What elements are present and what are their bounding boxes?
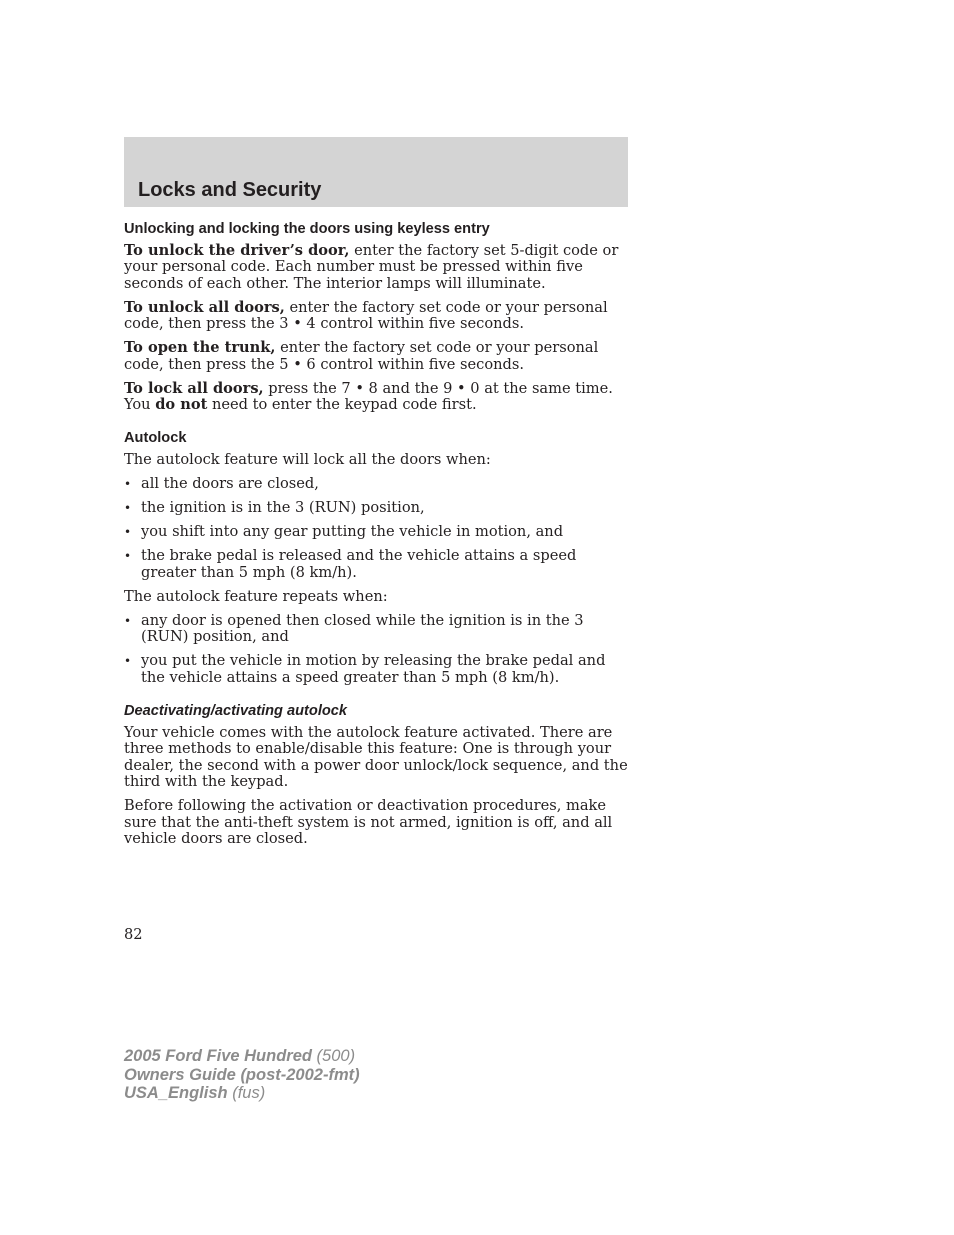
autolock-repeat-list [124,613,630,686]
deactivating-paragraph-1: Your vehicle comes with the autolock feature activated. There are three methods to enable/disable this feature: One is through your dealer, the second with a power door unlock/lock sequence, and the third with the keypad. [124,724,628,791]
unlock-all-doors-paragraph [124,300,630,333]
bullet-icon: • [124,613,132,628]
autolock-heading: Autolock [124,430,187,447]
bullet-icon: • [124,549,132,564]
footer-line-2 [124,1066,360,1085]
list-item-text: you shift into any gear putting the vehicle in motion, and [141,523,564,541]
list-item [124,524,630,540]
deactivating-autolock-heading: Deactivating/activating autolock [124,703,348,720]
footer-guide-name: Owners Guide (post-2002-fmt) [124,1065,360,1084]
deactivating-paragraph-2: Before following the activation or deactivation procedures, make sure that the anti-theft system is not armed, ignition is off, and all vehicle doors are closed. [124,797,613,848]
footer-line-3 [124,1084,360,1103]
open-trunk-lead: To open the trunk, [124,339,276,357]
lock-all-doors-paragraph [124,381,630,414]
section-title: Locks and Security [138,179,322,201]
page-content [124,220,630,855]
document-footer [124,1047,360,1103]
bullet-icon: • [124,501,132,516]
unlock-all-doors-lead: To unlock all doors, [124,298,285,316]
open-trunk-text: enter the factory set code or your personal code, then press the 5 • 6 control within five seconds. [124,339,599,373]
list-item [124,500,630,516]
unlock-driver-door-text: enter the factory set 5-digit code or your personal code. Each number must be pressed within five seconds of each other. The interior lamps will illuminate. [124,242,619,292]
list-item [124,613,630,646]
unlock-all-doors-text: enter the factory set code or your personal code, then press the 3 • 4 control within five seconds. [124,298,608,333]
autolock-repeat-intro: The autolock feature repeats when: [124,587,388,605]
list-item-text: any door is opened then closed while the ignition is in the 3 (RUN) position, and [141,611,584,646]
unlock-driver-door-lead: To unlock the driver’s door, [124,242,350,259]
list-item-text: the ignition is in the 3 (RUN) position, [141,499,425,517]
list-item-text: you put the vehicle in motion by releasing the brake pedal and the vehicle attains a speed greater than 5 mph (8 km/h). [141,652,606,686]
page-number: 82 [124,926,143,943]
list-item [124,548,630,581]
bullet-icon: • [124,654,132,669]
lock-all-doors-emphasis: do not [155,396,208,414]
lock-all-doors-text: press the 7 • 8 and the 9 • 0 at the same time. You [124,379,613,414]
footer-language: USA_English [124,1084,228,1102]
unlock-driver-door-paragraph [124,243,630,292]
footer-language-code: (fus) [227,1084,266,1102]
keyless-entry-heading: Unlocking and locking the doors using keyless entry [124,221,490,237]
bullet-icon: • [124,525,132,540]
footer-line-1 [124,1047,360,1066]
section-header-band [124,137,628,207]
autolock-intro: The autolock feature will lock all the doors when: [124,451,491,469]
list-item [124,653,630,686]
list-item-text: all the doors are closed, [141,475,319,493]
lock-all-doors-text-end: need to enter the keypad code first. [207,396,477,414]
footer-vehicle-code: (500) [311,1047,356,1065]
list-item-text: the brake pedal is released and the vehicle attains a speed greater than 5 mph (8 km/h). [141,547,577,581]
list-item [124,476,630,492]
bullet-icon: • [124,477,132,492]
open-trunk-paragraph [124,340,630,373]
autolock-conditions-list [124,476,630,581]
lock-all-doors-lead: To lock all doors, [124,379,264,397]
footer-vehicle-name: 2005 Ford Five Hundred [124,1047,312,1065]
